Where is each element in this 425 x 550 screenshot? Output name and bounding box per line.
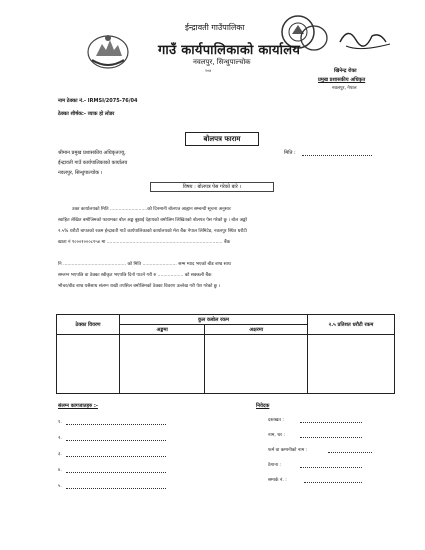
bidder-contact-field[interactable]	[304, 482, 362, 483]
attachment-item-4: ४.	[58, 468, 62, 473]
bidder-field-contact: सम्पर्क नं. :	[268, 478, 287, 483]
bid-table	[56, 314, 395, 394]
attachment-item-2: २.	[58, 436, 62, 441]
col-contract-desc: ठेक्का विवरण	[57, 315, 120, 335]
bidder-signature-field[interactable]	[300, 422, 362, 423]
cell-contract-desc[interactable]	[57, 335, 120, 394]
cell-deposit[interactable]	[308, 335, 395, 394]
body-line-1: उक्त कार्यालयको मिति ..........................को दिनमानी बोलपत्र आह्वान सम्बन्धी सूचना अनुसार	[72, 207, 231, 212]
attachment-field-2[interactable]	[66, 440, 166, 441]
subject-line: विषय : बोलपत्र पेस गरेको बारे ।	[150, 182, 274, 192]
bidder-name-field[interactable]	[300, 437, 362, 438]
attachment-item-3: ३.	[58, 452, 62, 457]
bidder-field-address: ठेगाना :	[268, 463, 281, 468]
addressee-line-1: श्रीमान प्रमुख प्रशासकीय अधिकृतज्यू,	[58, 150, 126, 156]
date-label: मिति :	[284, 150, 296, 156]
notice-number: नाम ठेक्का नं.- IRMSI/2075-76/04	[58, 98, 138, 104]
cell-amount-words[interactable]	[205, 335, 308, 394]
col-in-figures: अङ्कमा	[120, 325, 205, 335]
addressee-line-3: नवलपुर, सिन्धुपाल्चोक ।	[58, 170, 103, 176]
attachment-item-5: ५.	[58, 484, 62, 489]
body-line-7: भौचर/बीड बण्ड यसैसाथ संलग्न राखी तपसिल बमोजिमको ठेक्का विवरण उल्लेख गरी पेश गरेको छु ।	[58, 284, 221, 289]
col-in-words: अक्षरमा	[205, 325, 308, 335]
col-deposit: २.५ प्रतिशत धरौटी रकम	[308, 315, 395, 335]
col-total-amount: कुल कबोल रकम	[120, 315, 308, 325]
nepal-emblem-icon	[86, 30, 130, 70]
body-line-5: नि ............................................ को मिति ........................ सम्म म्याद भएको बीड बण्ड साथ	[58, 262, 231, 267]
bidder-heading: निवेदक	[256, 403, 270, 409]
body-line-3: २.५% धरौटी बापतको रकम ईन्द्रावती गाउँ कार्यपालिकाको कार्यालयको मेरा बैंक नेपाल लिमिटेड, नवलपुर स्थित धरौटी	[58, 229, 247, 234]
bidder-field-name: नाम, थर :	[268, 433, 285, 438]
body-line-6: सम्लग्न भएपछि वा ठेक्का स्वीकृत भएपछि दिनो पाउने गरी रु .................. को सक्कली बैंक	[58, 273, 212, 278]
office-address: नवलपुर, सिन्धुपाल्चोक	[193, 58, 251, 66]
form-title: बोलपत्र फाराम	[185, 132, 259, 146]
body-line-2: स्वाहित लेखित बमोजिमको फारामका बोल अङ्क बुझाई देहायको बमोजिम लिखितको बोलपत्र पेस गरेको छु । बोल अङ्को	[58, 218, 248, 223]
attachment-field-1[interactable]	[66, 424, 166, 425]
signatory-title: प्रमुख प्रशासकीय अधिकृत	[318, 77, 366, 83]
attachment-field-5[interactable]	[66, 488, 166, 489]
contract-title: ठेक्का शीर्षक:- व्याक हो लोडर	[58, 111, 115, 117]
attachments-heading: संलग्न कागजातहरु :-	[58, 403, 98, 409]
bidder-firm-field[interactable]	[328, 452, 372, 453]
cell-amount-figures[interactable]	[120, 335, 205, 394]
attachment-field-3[interactable]	[66, 456, 166, 457]
bidder-field-signature: दस्तखत :	[268, 418, 284, 423]
bidder-address-field[interactable]	[300, 467, 362, 468]
addressee-line-2: ईन्द्रावती गाउँ कार्यपालिकाको कार्यालय	[58, 160, 128, 166]
body-line-4: खाता नं ९०००१०००८१५४ मा ................................................................................. बैंक	[58, 240, 231, 245]
signatory-place: नवलपुर, नेपाल	[332, 86, 357, 91]
date-field[interactable]	[302, 155, 372, 156]
municipality-name: ईन्द्रावती गाउँपालिका	[185, 23, 245, 32]
signatory-name: खिनेन्द्र रोका	[334, 68, 357, 74]
bidder-field-firm: फर्म वा कम्पनीको नाम :	[268, 448, 308, 453]
attachment-field-4[interactable]	[66, 472, 166, 473]
attachment-item-1: १.	[58, 420, 62, 425]
header-year: २०४	[205, 68, 212, 73]
office-name: गाउँ कार्यपालिकाको कार्यालय	[158, 43, 301, 58]
